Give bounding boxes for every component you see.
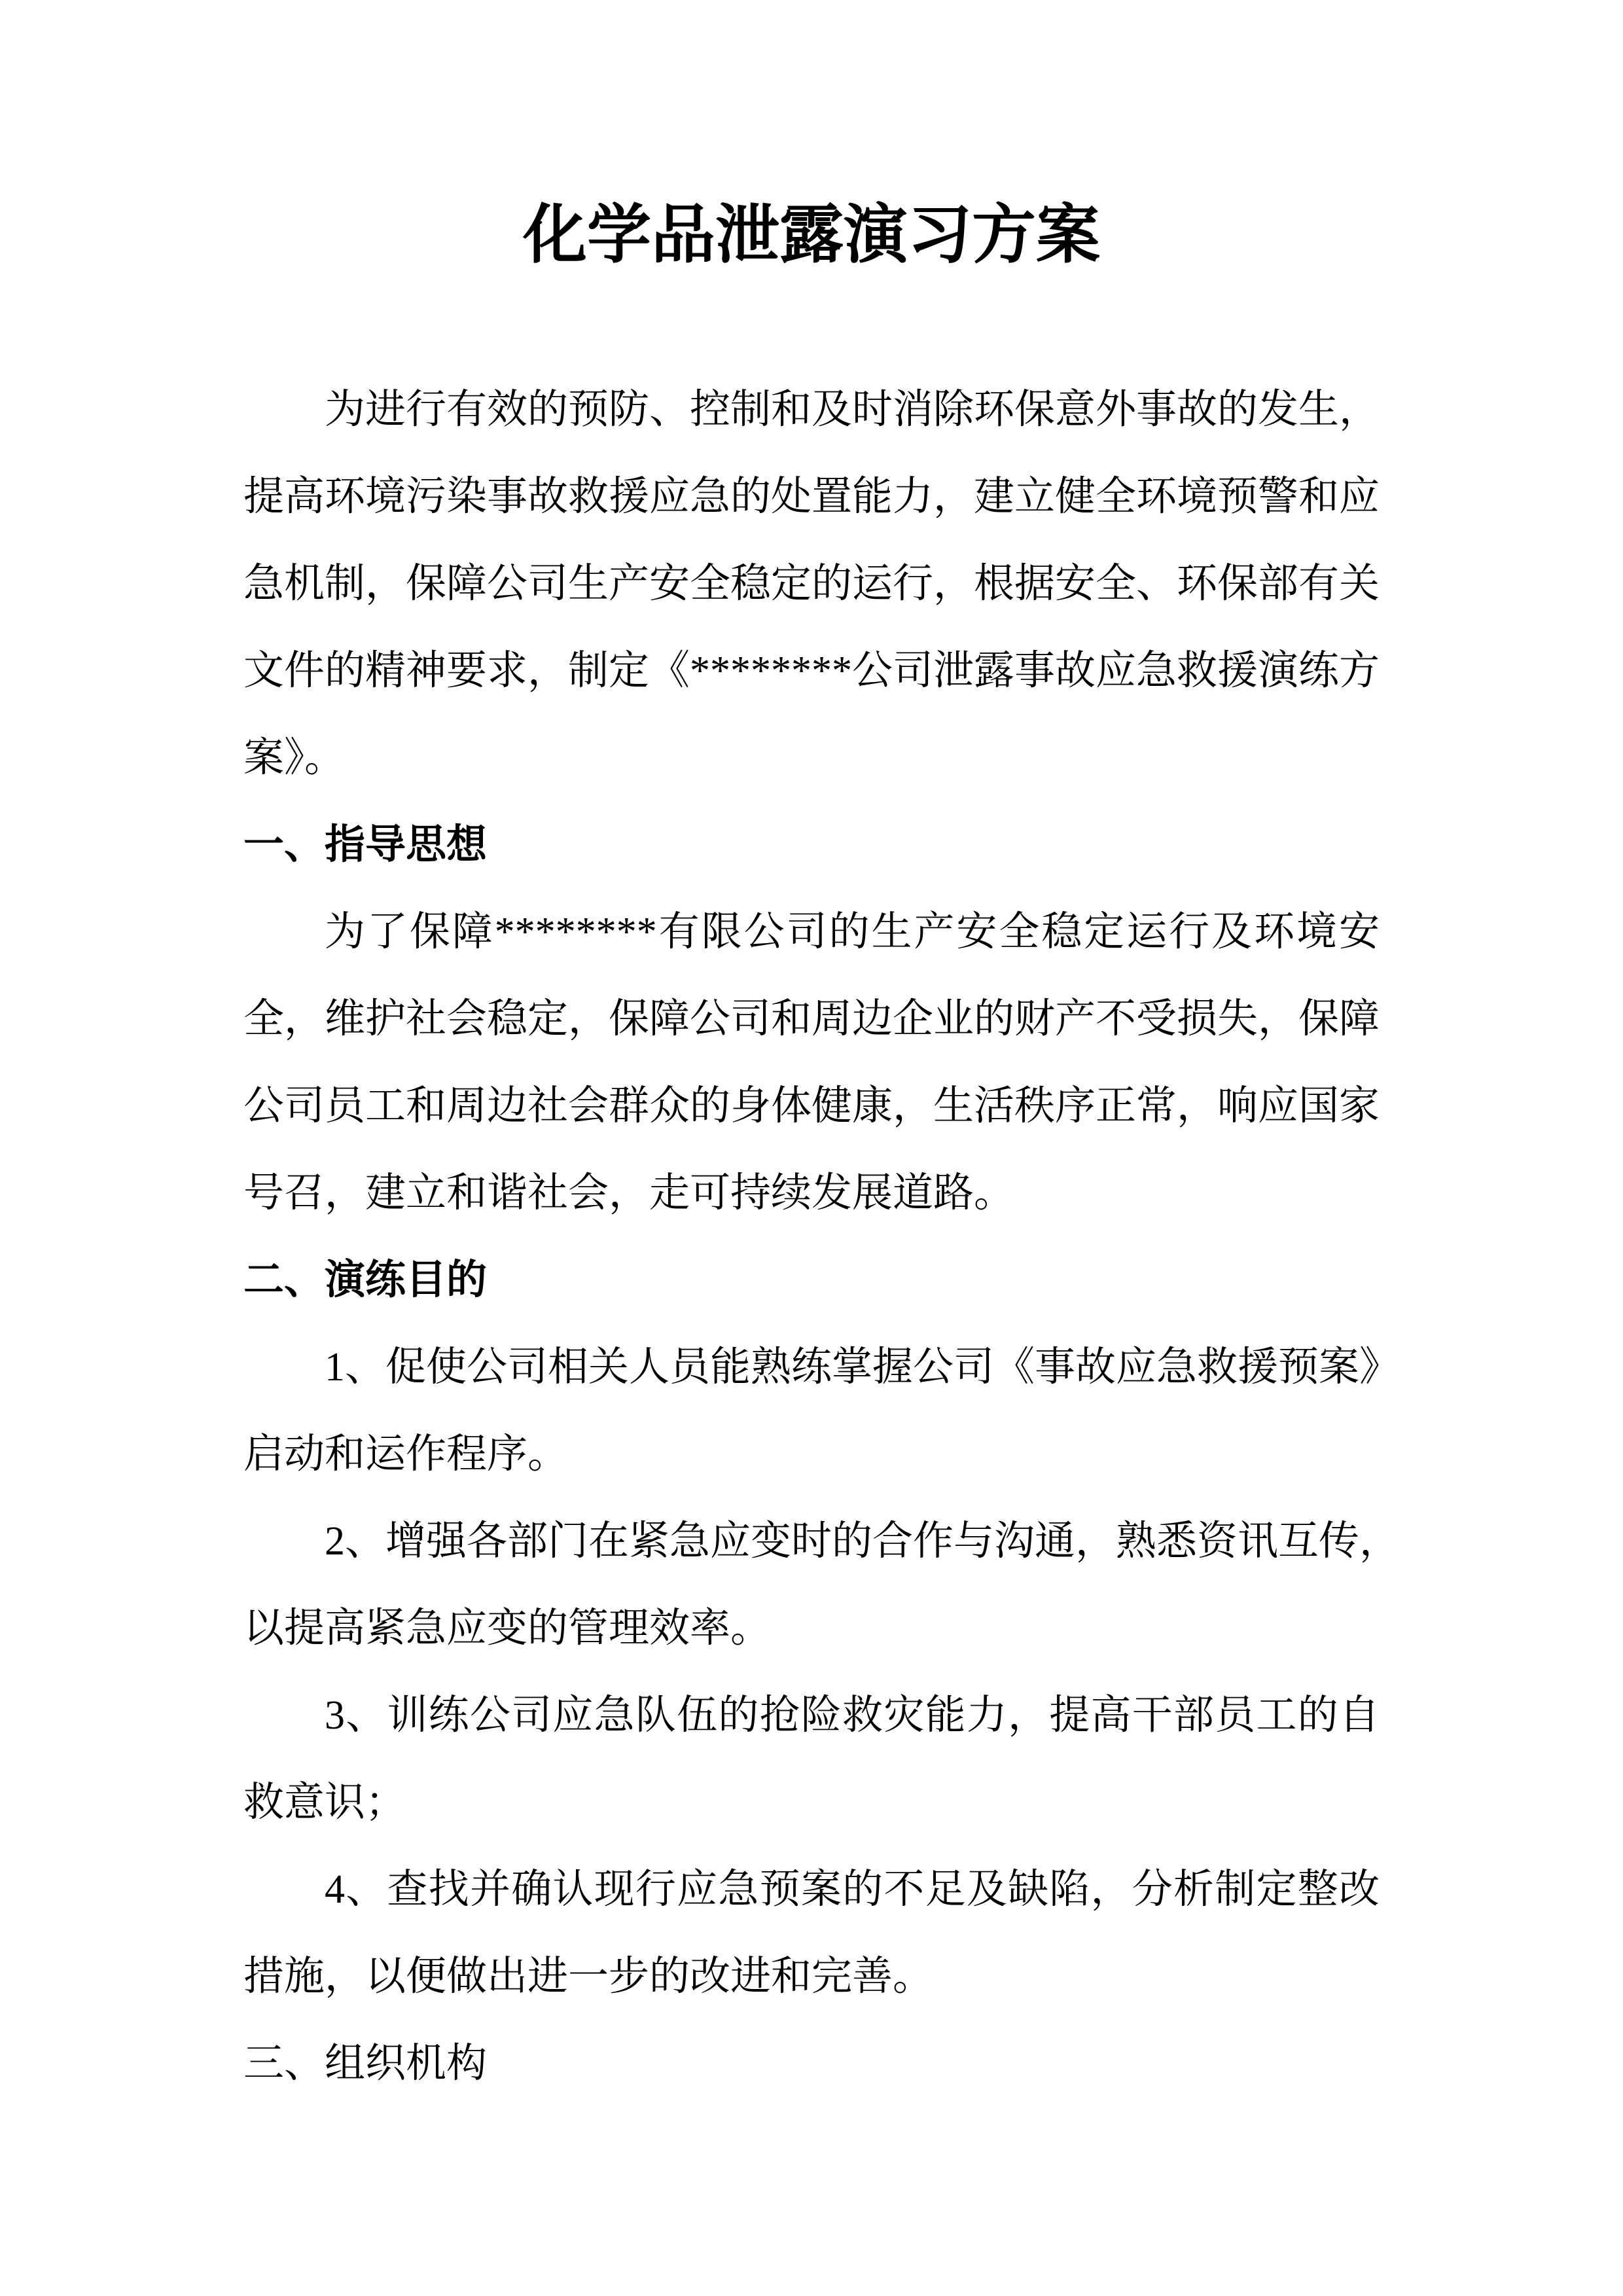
document-line: 全，维护社会稳定，保障公司和周边企业的财产不受损失，保障	[243, 997, 1380, 1041]
section-heading: 二、演练目的	[243, 1258, 488, 1302]
document-line: 急机制，保障公司生产安全稳定的运行，根据安全、环保部有关	[243, 562, 1380, 606]
document-line: 号召，建立和谐社会，走可持续发展道路。	[243, 1171, 1015, 1215]
document-line: 文件的精神要求，制定《********公司泄露事故应急救援演练方	[243, 649, 1380, 693]
document-line: 4、查找并确认现行应急预案的不足及缺陷，分析制定整改	[325, 1867, 1380, 1912]
document-line: 提高环境污染事故救援应急的处置能力，建立健全环境预警和应	[243, 475, 1380, 519]
section-heading: 一、指导思想	[243, 823, 488, 867]
document-body	[243, 367, 1400, 2108]
document-line: 救意识；	[243, 1780, 406, 1825]
document-line: 为进行有效的预防、控制和及时消除环保意外事故的发生，	[325, 387, 1380, 432]
document-line: 为了保障********有限公司的生产安全稳定运行及环境安	[325, 910, 1380, 954]
document-line: 措施，以便做出进一步的改进和完善。	[243, 1954, 934, 1999]
document-line: 3、训练公司应急队伍的抢险救灾能力，提高干部员工的自	[325, 1693, 1380, 1738]
section-heading: 三、组织机构	[243, 2041, 488, 2086]
document-title: 化学品泄露演习方案	[522, 200, 1100, 271]
document-line: 1、促使公司相关人员能熟练掌握公司《事故应急救援预案》	[325, 1345, 1400, 1390]
document-line: 公司员工和周边社会群众的身体健康，生活秩序正常，响应国家	[243, 1084, 1380, 1128]
document-line: 以提高紧急应变的管理效率。	[243, 1606, 772, 1651]
document-line: 启动和运作程序。	[243, 1432, 569, 1477]
document-line: 2、增强各部门在紧急应变时的合作与沟通，熟悉资讯互传，	[325, 1519, 1400, 1564]
document-line: 案》。	[243, 736, 346, 780]
